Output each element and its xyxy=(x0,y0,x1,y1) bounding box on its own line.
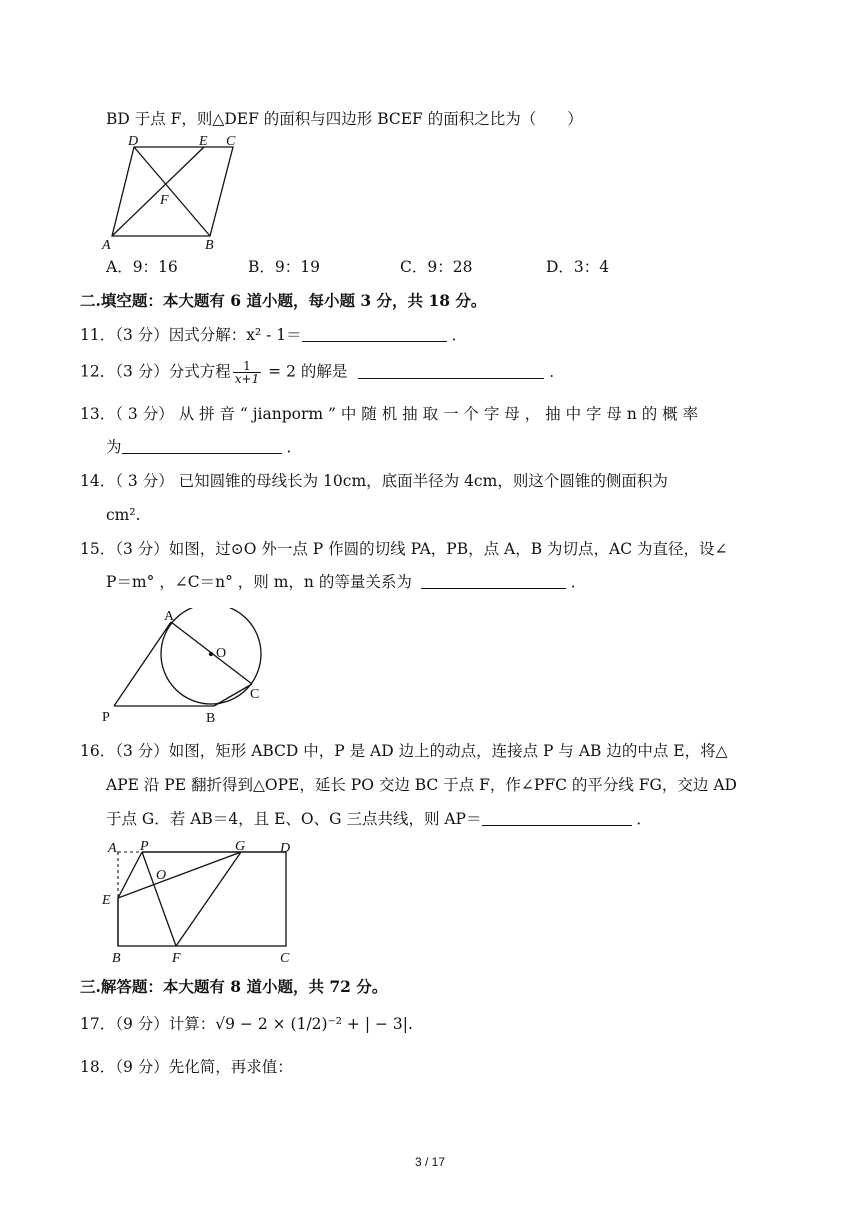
q10-option-b: B．9：19 xyxy=(248,258,320,276)
q11: 11．（3 分）因式分解：x² - 1＝ ． xyxy=(80,326,468,344)
q10-option-d: D．3：4 xyxy=(546,258,610,276)
q12-frac-numerator: 1 xyxy=(233,360,261,373)
q17: 17．（9 分）计算：√9 − 2 × (1/2)⁻² + | − 3|. xyxy=(80,1015,413,1033)
label-O: O xyxy=(216,646,227,661)
label-A: A xyxy=(164,609,175,624)
q10-option-a: A．9：16 xyxy=(106,258,178,276)
q16-rectangle-fold-figure xyxy=(98,838,308,966)
q12-frac-denominator: x+1 xyxy=(234,372,260,386)
q15-line2: P＝m° ，∠C＝n° ，则 m，n 的等量关系为 ． xyxy=(106,573,587,591)
q12: 12．（3 分）分式方程 $\frac{1}{x+1}$ = 2 的解是 ． xyxy=(80,359,565,386)
label-C: C xyxy=(226,134,236,149)
q10-text: BD 于点 F，则△DEF 的面积与四边形 BCEF 的面积之比为（ ） xyxy=(106,110,583,128)
label-C: C xyxy=(250,687,260,702)
label-D: D xyxy=(128,134,139,149)
label-A: A xyxy=(102,238,111,252)
label-D: D xyxy=(280,841,291,856)
q13-line2: 为 ． xyxy=(106,438,302,456)
q11-text: 11．（3 分）因式分解：x² - 1＝ xyxy=(80,326,302,344)
label-G: G xyxy=(235,839,246,854)
label-C: C xyxy=(280,951,290,966)
label-P: P xyxy=(140,839,149,854)
q13-line1: 13．（ 3 分） 从 拼 音 “ jianporm ” 中 随 机 抽 取 一 个 字 母 ， 抽 中 字 母 n 的 概 率 xyxy=(80,405,699,423)
q13-answer-blank[interactable] xyxy=(122,437,282,454)
q16-line1: 16．（3 分）如图，矩形 ABCD 中，P 是 AD 边上的动点，连接点 P 与 AB 边的中点 E，将△ xyxy=(80,742,728,760)
q12-suffix: = 2 的解是 xyxy=(263,362,348,381)
q10-option-c: C．9：28 xyxy=(400,258,473,276)
q16-line2: APE 沿 PE 翻折得到△OPE，延长 PO 交边 BC 于点 F，作∠PFC 的平分线 FG，交边 AD xyxy=(106,776,737,794)
section-2-heading: 二.填空题：本大题有 6 道小题，每小题 3 分，共 18 分。 xyxy=(80,291,487,310)
q13-prefix: 为 xyxy=(106,438,122,456)
label-E: E xyxy=(102,893,111,908)
label-B: B xyxy=(112,951,121,966)
section-3-heading: 三.解答题：本大题有 8 道小题，共 72 分。 xyxy=(80,977,388,996)
q16-answer-blank[interactable] xyxy=(482,809,632,826)
q12-prefix: 12．（3 分）分式方程 xyxy=(80,362,231,381)
q15-answer-blank[interactable] xyxy=(421,572,566,589)
label-P: P xyxy=(102,710,110,725)
q14-line1: 14．（ 3 分） 已知圆锥的母线长为 10cm，底面半径为 4cm，则这个圆锥的侧面积为 xyxy=(80,472,668,490)
label-B: B xyxy=(206,711,216,726)
label-O: O xyxy=(156,868,167,883)
page-number: 3 / 17 xyxy=(414,1155,446,1169)
q11-answer-blank[interactable] xyxy=(302,325,447,342)
label-B: B xyxy=(205,238,214,252)
q12-fraction xyxy=(233,360,261,385)
label-E: E xyxy=(199,134,208,149)
q14-line2: cm². xyxy=(106,506,141,524)
q15-circle-tangent-figure xyxy=(96,608,276,726)
q15-line1: 15．（3 分）如图，过⊙O 外一点 P 作圆的切线 PA，PB，点 A，B 为切点，AC 为直径，设∠ xyxy=(80,540,728,558)
q15-prefix: P＝m° ，∠C＝n° ，则 m，n 的等量关系为 xyxy=(106,573,412,591)
q10-parallelogram-figure xyxy=(98,134,258,252)
label-F: F xyxy=(160,193,169,208)
q18: 18．（9 分）先化简，再求值： xyxy=(80,1058,293,1076)
q12-answer-blank[interactable] xyxy=(358,362,544,379)
label-F: F xyxy=(172,951,181,966)
label-A: A xyxy=(108,841,117,856)
q16-line3: 于点 G．若 AB＝4，且 E、O、G 三点共线，则 AP＝ ． xyxy=(106,810,652,828)
q16-prefix: 于点 G．若 AB＝4，且 E、O、G 三点共线，则 AP＝ xyxy=(106,810,482,828)
